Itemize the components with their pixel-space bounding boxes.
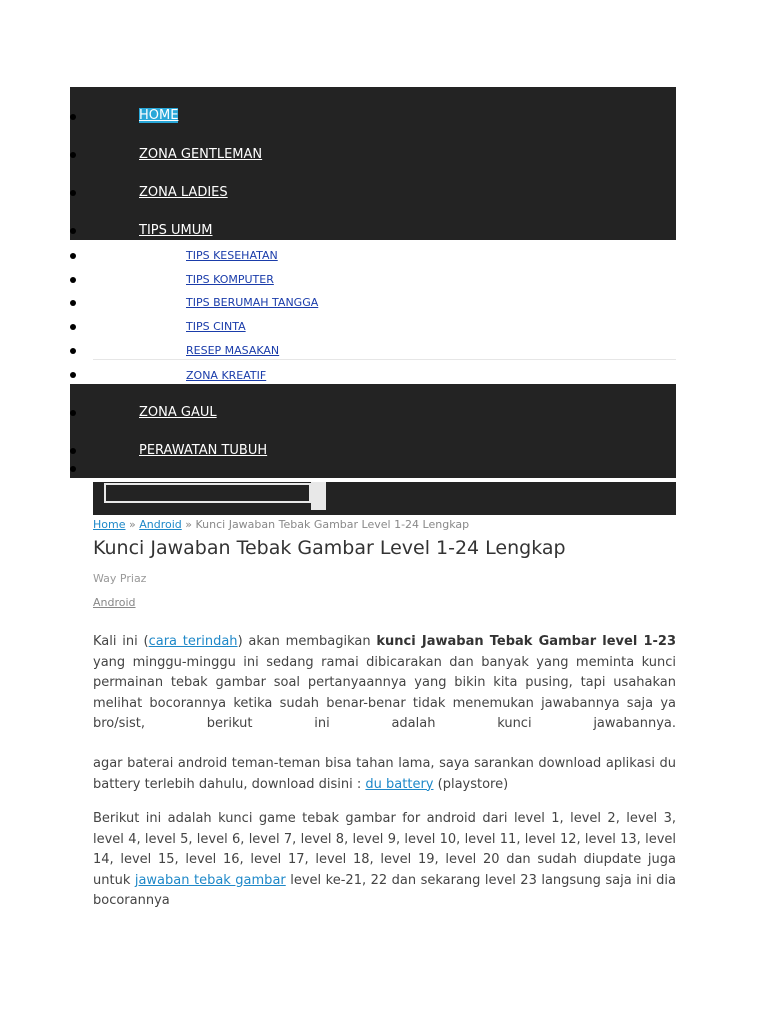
post-category-link[interactable]: Android (93, 596, 136, 609)
list-bullet (70, 228, 76, 234)
list-bullet (70, 410, 76, 416)
list-bullet (70, 300, 76, 306)
list-bullet (70, 466, 76, 472)
paragraph-text: Kali ini ( (93, 634, 149, 649)
paragraph-text: Berikut ini adalah kunci game tebak gambar for android dari level 1, level 2, level 3, level 4, level 5, level 6, level 7, level 8, level 9, level 10, level 11, level 12, level 13, level 14, level 15, level 16, level 17, level 18, level 19, level 20 dan sudah diupdate juga untuk (93, 811, 676, 888)
nav-item-perawatan-tubuh[interactable]: PERAWATAN TUBUH (139, 443, 268, 458)
paragraph-text: level ke-21, 22 dan sekarang level 23 langsung saja ini dia bocorannya (93, 872, 677, 908)
paragraph-text: yang minggu-minggu ini sedang ramai dibicarakan dan banyak yang meminta kunci permainan tebak gambar soal pertanyaannya yang bikin kita pusing, tapi usahakan melihat bocorannya ketika sudah benar-benar tidak menemukan jawabannya saja ya bro/sist, berikut ini adalah kunci jawabannya. (93, 654, 676, 731)
list-bullet (70, 324, 76, 330)
post-author: Way Priaz (93, 572, 147, 585)
list-bullet (70, 348, 76, 354)
submenu-item-resep-masakan[interactable]: RESEP MASAKAN (186, 344, 280, 357)
list-bullet (70, 114, 76, 120)
list-bullet (70, 152, 76, 158)
cara-terindah-link[interactable]: cara terindah (148, 634, 238, 649)
breadcrumb-separator: » (125, 518, 140, 531)
submenu-item-tips-cinta[interactable]: TIPS CINTA (186, 320, 246, 333)
breadcrumb-category-link[interactable]: Android (139, 518, 182, 531)
paragraph-text: (playstore) (433, 776, 509, 792)
nav-item-zona-gentleman[interactable]: ZONA GENTLEMAN (139, 147, 263, 162)
paragraph-text: ) akan membagikan (237, 634, 377, 649)
post-paragraph-1 (93, 632, 676, 735)
nav-item-zona-gaul[interactable]: ZONA GAUL (139, 405, 217, 420)
submenu-item-tips-komputer[interactable]: TIPS KOMPUTER (186, 273, 274, 286)
nav-item-tips-umum[interactable]: TIPS UMUM (139, 223, 213, 238)
list-bullet (70, 253, 76, 259)
list-bullet (70, 372, 76, 378)
post-paragraph-2 (93, 754, 676, 795)
submenu-divider (93, 359, 676, 360)
search-bar (93, 482, 676, 515)
breadcrumb (93, 518, 469, 531)
list-bullet (70, 190, 76, 196)
du-battery-link[interactable]: du battery (365, 776, 434, 792)
post-title: Kunci Jawaban Tebak Gambar Level 1-24 Lengkap (93, 537, 566, 559)
search-input[interactable] (104, 483, 311, 503)
breadcrumb-current: Kunci Jawaban Tebak Gambar Level 1-24 Lengkap (195, 518, 470, 531)
breadcrumb-home-link[interactable]: Home (93, 518, 126, 531)
breadcrumb-separator: » (181, 518, 196, 531)
search-button[interactable] (311, 482, 326, 510)
nav-item-home[interactable]: HOME (139, 108, 179, 123)
list-bullet (70, 277, 76, 283)
paragraph-bold-text: kunci Jawaban Tebak Gambar level 1-23 (376, 634, 677, 649)
submenu-item-tips-berumah-tangga[interactable]: TIPS BERUMAH TANGGA (186, 296, 319, 309)
list-bullet (70, 448, 76, 454)
submenu-item-tips-kesehatan[interactable]: TIPS KESEHATAN (186, 249, 278, 262)
nav-bar-bottom (70, 384, 676, 478)
submenu-item-zona-kreatif[interactable]: ZONA KREATIF (186, 369, 267, 382)
nav-item-zona-ladies[interactable]: ZONA LADIES (139, 185, 228, 200)
post-paragraph-3 (93, 809, 676, 912)
paragraph-text: agar baterai android teman-teman bisa tahan lama, saya sarankan download aplikasi du battery terlebih dahulu, download disini : (93, 756, 676, 792)
jawaban-tebak-gambar-link[interactable]: jawaban tebak gambar (134, 872, 286, 888)
